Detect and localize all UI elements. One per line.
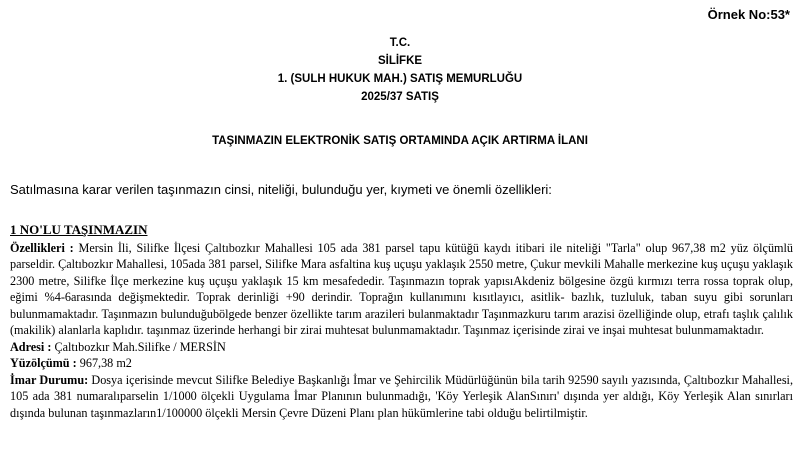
header-district: SİLİFKE: [377, 55, 423, 67]
zoning-paragraph: [10, 372, 793, 422]
property-section: [10, 222, 793, 421]
area-text: 967,38 m2: [76, 356, 132, 370]
document-header: [0, 34, 800, 106]
address-label: Adresi :: [10, 339, 52, 354]
intro-text: Satılmasına karar verilen taşınmazın cinsi, niteliği, bulunduğu yer, kıymeti ve önemli özellikleri:: [10, 182, 552, 197]
zoning-label: İmar Durumu:: [10, 372, 89, 387]
address-line: [10, 339, 793, 356]
header-file-number: 2025/37 SATIŞ: [361, 91, 439, 103]
header-office: 1. (SULH HUKUK MAH.) SATIŞ MEMURLUĞU: [277, 73, 523, 85]
area-line: [10, 355, 793, 372]
address-text: Çaltıbozkır Mah.Silifke / MERSİN: [51, 339, 226, 354]
sample-number: Örnek No:53*: [707, 7, 790, 22]
area-label: Yüzölçümü :: [10, 356, 77, 370]
header-country: T.C.: [389, 37, 411, 49]
features-label: Özellikleri :: [10, 240, 74, 255]
features-paragraph: [10, 240, 793, 339]
features-text: Mersin İli, Silifke İlçesi Çaltıbozkır Mahallesi 105 ada 381 parsel tapu kütüğü kaydı itibari ile niteliği "Tarla" olup 967,38 m2 yüz ölçümlü parseldir. Çaltıbozkır Mahallesi, 105ada 381 parsel, Silifke Mara asfaltina kuş uçuşu yaklaşık 2550 metre, Çukur mevkili Mahalle merkezine kuş uçuşu yaklaşık 2300 metre, Silifke İlçe merkezine kuş uçuşu yaklaşık 15 km mesafededir. Taşınmazın toprak yapısıAkdeniz bölgesine özgü kırmızı terra rossa toprak olup, eğimi %4-6arasında değişmektedir. Toprak derinliği +90 derindir. Toprağın kullanımını kısıtlayıcı, asitlik- bazlık, tuzluluk, taban suyu gibi sorunları bulunmamaktadır. Taşınmazın bulunduğubölgede benzer özellikte tarım arazileri bulanmaktadır Taşınmazkuru tarım arazisi özelliğinde olup, etrafı taşlık çalılık (makilik) alanlarla kaplıdır. taşınmaz üzerinde herhangi bir zirai muhtesat bulunmamaktadır. Taşınmaz içerisinde zirai ve inşai muhtesat bulunmamaktadır.: [10, 240, 794, 337]
zoning-text: Dosya içerisinde mevcut Silifke Belediye Başkanlığı İmar ve Şehircilik Müdürlüğünün bila tarih 92590 sayılı yazısında, Çaltıbozkır Mahallesi, 105 ada 381 numaralıparselin 1/1000 ölçekli Uygulama İmar Planının bulunmadığı, 'Köy Yerleşik AlanSınırı' dışında yer aldığı, Köy Yerleşik Alan sınırları dışında bulunan taşınmazların1/100000 ölçekli Mersin Çevre Düzeni Planı plan hükümlerine tabi olduğu belirtilmiştir.: [10, 372, 793, 420]
announcement-title: TAŞINMAZIN ELEKTRONİK SATIŞ ORTAMINDA AÇIK ARTIRMA İLANI: [212, 135, 588, 147]
property-heading: 1 NO'LU TAŞINMAZIN: [10, 222, 148, 237]
